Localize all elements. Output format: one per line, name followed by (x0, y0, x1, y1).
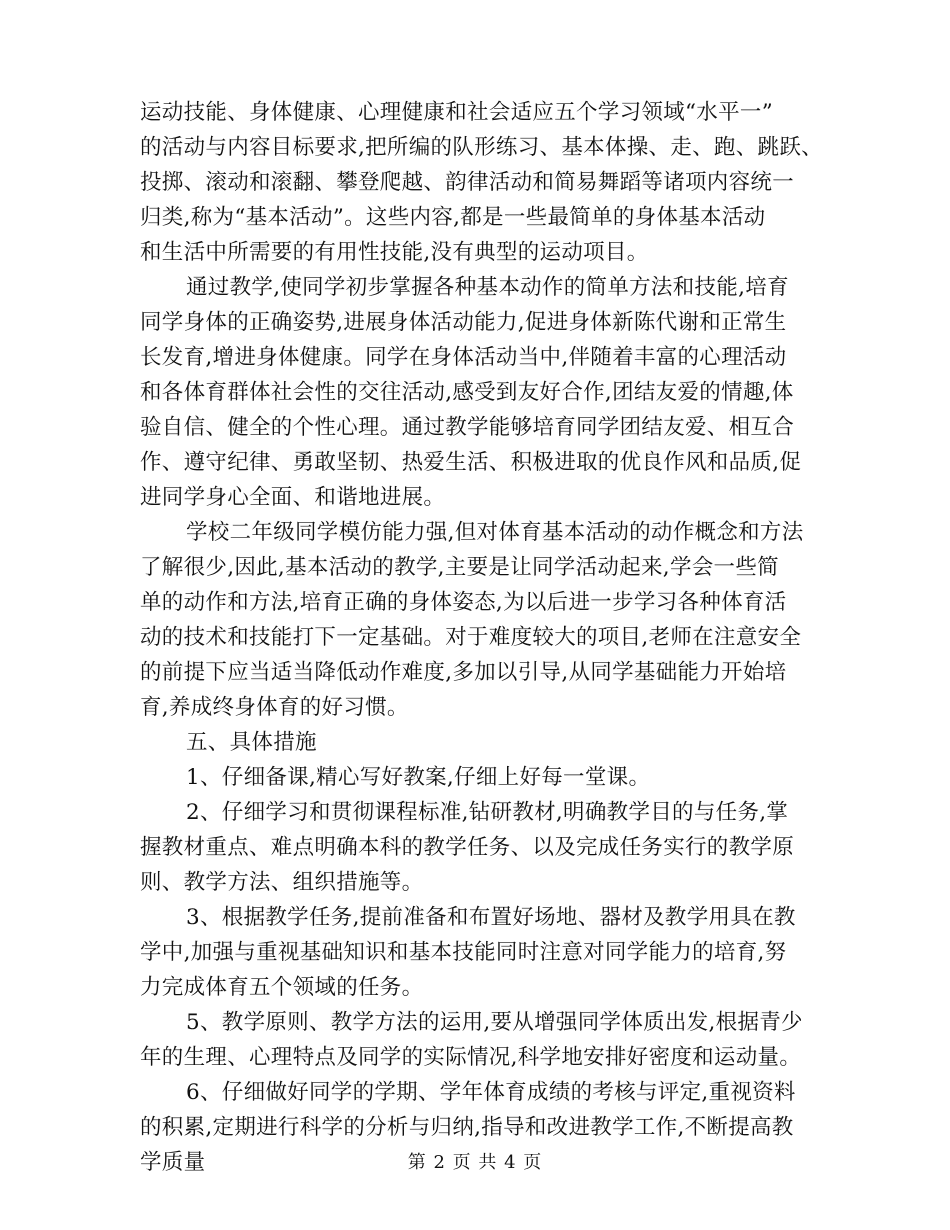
text-line: 学中,加强与重视基础知识和基本技能同时注意对同学能力的培育,努 (140, 940, 787, 965)
text-line: 和生活中所需要的有用性技能,没有典型的运动项目。 (140, 240, 649, 265)
text-line: 学质量 (140, 1150, 206, 1175)
text-line: 进同学身心全面、和谐地进展。 (140, 485, 446, 510)
text-line: 力完成体育五个领域的任务。 (140, 975, 424, 1000)
paragraph-first-line: 2、仔细学习和贯彻课程标准,钻研教材,明确教学目的与任务,掌 (186, 800, 789, 825)
section-heading: 五、具体措施 (186, 730, 317, 755)
text-line: 年的生理、心理特点及同学的实际情况,科学地安排好密度和运动量。 (140, 1045, 802, 1070)
paragraph-first-line: 5、教学原则、教学方法的运用,要从增强同学体质出发,根据青少 (186, 1010, 803, 1035)
paragraph-first-line: 6、仔细做好同学的学期、学年体育成绩的考核与评定,重视资料 (186, 1080, 796, 1105)
text-line: 了解很少,因此,基本活动的教学,主要是让同学活动起来,学会一些简 (140, 555, 779, 580)
text-line: 的积累,定期进行科学的分析与归纳,指导和改进教学工作,不断提高教 (140, 1115, 794, 1140)
paragraph-first-line: 通过教学,使同学初步掌握各种基本动作的简单方法和技能,培育 (186, 275, 789, 300)
text-line: 运动技能、身体健康、心理健康和社会适应五个学习领域“水平一” (140, 100, 773, 125)
paragraph-first-line: 学校二年级同学模仿能力强,但对体育基本活动的动作概念和方法 (186, 520, 804, 545)
text-line: 的活动与内容目标要求,把所编的队形练习、基本体操、走、跑、跳跃、 (140, 135, 823, 160)
text-line: 作、遵守纪律、勇敢坚韧、热爱生活、积极进取的优良作风和品质,促 (140, 450, 802, 475)
text-line: 验自信、健全的个性心理。通过教学能够培育同学团结友爱、相互合 (140, 415, 795, 440)
page-number-footer: 第 2 页 共 4 页 (407, 1152, 543, 1173)
document-body (140, 95, 823, 1180)
text-line: 单的动作和方法,培育正确的身体姿态,为以后进一步学习各种体育活 (140, 590, 787, 615)
text-line: 的前提下应当适当降低动作难度,多加以引导,从同学基础能力开始培 (140, 660, 787, 685)
text-line: 则、教学方法、组织措施等。 (140, 870, 424, 895)
text-line: 投掷、滚动和滚翻、攀登爬越、韵律活动和简易舞蹈等诸项内容统一 (140, 170, 795, 195)
text-line: 归类,称为“基本活动”。这些内容,都是一些最简单的身体基本活动 (140, 205, 766, 230)
text-line: 握教材重点、难点明确本科的教学任务、以及完成任务实行的教学原 (140, 835, 795, 860)
paragraph-first-line: 3、根据教学任务,提前准备和布置好场地、器材及教学用具在教 (186, 905, 796, 930)
text-line: 同学身体的正确姿势,进展身体活动能力,促进身体新陈代谢和正常生 (140, 310, 787, 335)
text-line: 和各体育群体社会性的交往活动,感受到友好合作,团结友爱的情趣,体 (140, 380, 794, 405)
text-line: 动的技术和技能打下一定基础。对于难度较大的项目,老师在注意安全 (140, 625, 802, 650)
text-line: 长发育,增进身体健康。同学在身体活动当中,伴随着丰富的心理活动 (140, 345, 787, 370)
text-line: 育,养成终身体育的好习惯。 (140, 695, 409, 720)
paragraph-first-line: 1、仔细备课,精心写好教案,仔细上好每一堂课。 (186, 765, 651, 790)
